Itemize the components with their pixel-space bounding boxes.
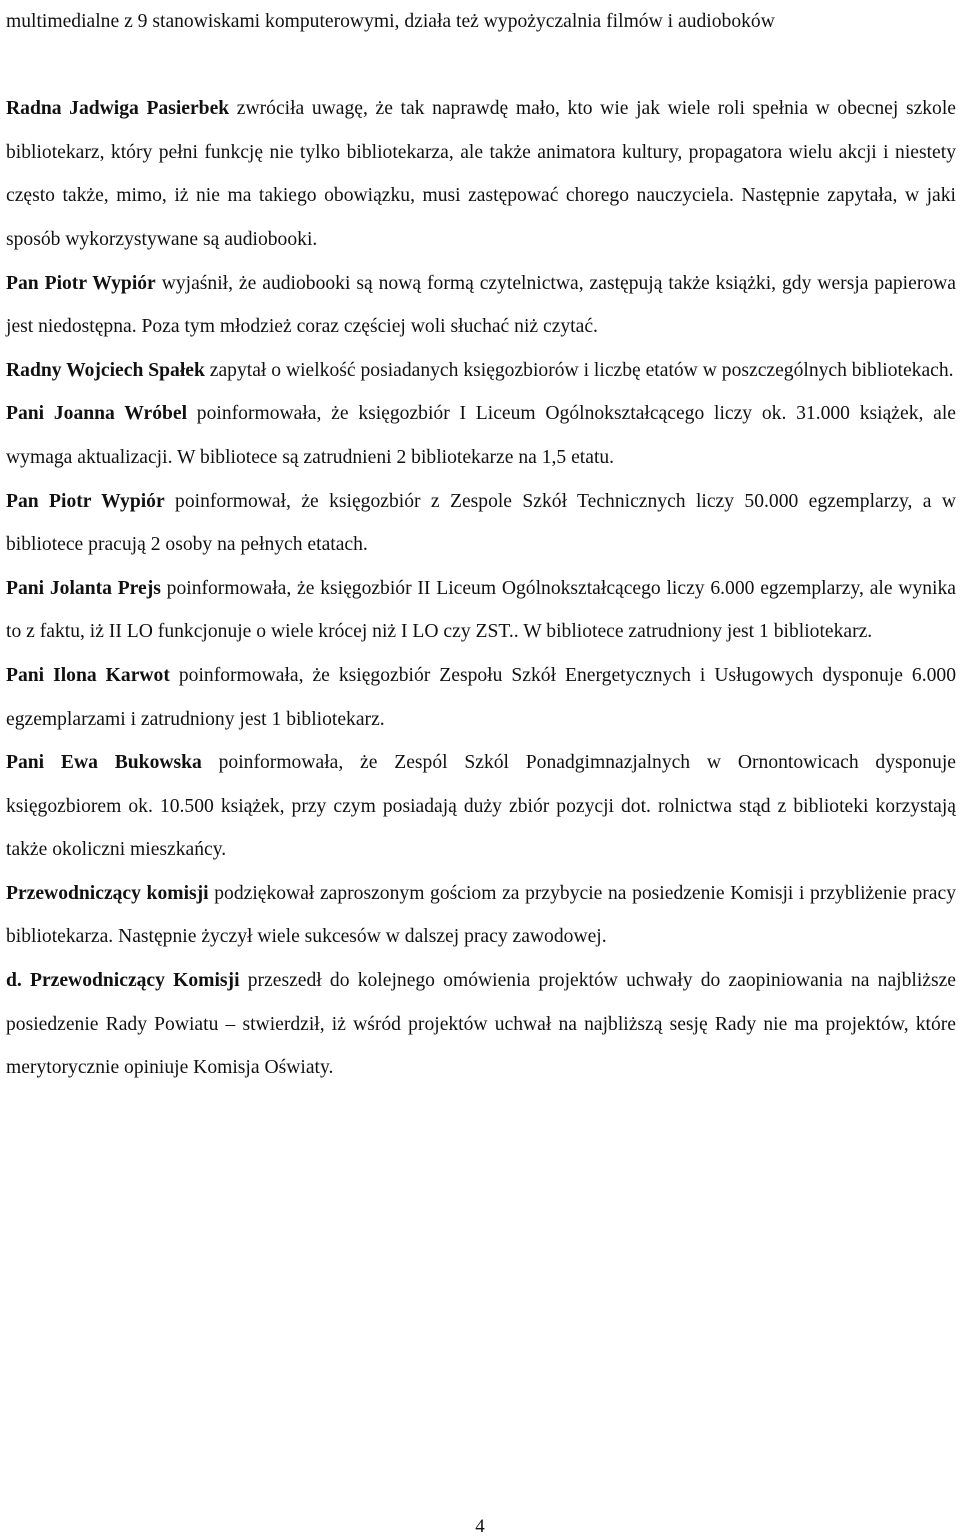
paragraph-bukowska — [6, 741, 956, 872]
paragraph-text: multimedialne z 9 stanowiskami komputerowymi, działa też wypożyczalnia filmów i audioboków — [6, 11, 775, 32]
paragraph-spalek — [6, 349, 956, 393]
speaker-name: Pani Jolanta Prejs — [6, 577, 161, 599]
paragraph-text: poinformowała, że księgozbiór I Liceum Ogólnokształcącego liczy ok. 31.000 książek, ale wymaga aktualizacji. W bibliotece są zatrudnieni 2 bibliotekarze na 1,5 etatu. — [6, 403, 956, 468]
paragraph-text: poinformowała, że Zespól Szkól Ponadgimnazjalnych w Ornontowicach dysponuje księgozbiorem ok. 10.500 książek, przy czym posiadają duży zbiór pozycji dot. rolnictwa stąd z biblioteki korzystają także okoliczni mieszkańcy. — [6, 752, 956, 861]
paragraph-text: zapytał o wielkość posiadanych księgozbiorów i liczbę etatów w poszczególnych bibliotekach. — [204, 359, 954, 381]
paragraph-text: poinformowała, że księgozbiór II Liceum Ogólnokształcącego liczy 6.000 egzemplarzy, ale wynika to z faktu, iż II LO funkcjonuje o wiele krócej niż I LO czy ZST.. W bibliotece zatrudniony jest 1 bibliotekarz. — [6, 577, 956, 643]
paragraph-wrobel — [6, 392, 956, 479]
speaker-name: Pani Joanna Wróbel — [6, 403, 188, 425]
paragraph-gap — [6, 44, 956, 88]
paragraph-chairman-thanks — [6, 872, 956, 959]
page-number: 4 — [475, 1516, 485, 1537]
document-page — [6, 0, 956, 1090]
paragraph-text: poinformowała, że księgozbiór Zespołu Szkół Energetycznych i Usługowych dysponuje 6.000 egzemplarzami i zatrudniony jest 1 bibliotekarz. — [6, 664, 956, 730]
paragraph-text: poinformował, że księgozbiór z Zespole Szkół Technicznych liczy 50.000 egzemplarzy, a w bibliotece pracują 2 osoby na pełnych etatach. — [6, 490, 956, 556]
paragraph-karwot — [6, 654, 956, 741]
paragraph-intro — [6, 0, 956, 44]
paragraph-text: przeszedł do kolejnego omówienia projektów uchwały do zaopiniowania na najbliższe posiedzenie Rady Powiatu – stwierdził, iż wśród projektów uchwał na najbliższą sesję Rady nie ma projektów, które merytorycznie opiniuje Komisja Oświaty. — [6, 970, 956, 1079]
speaker-name: Pan Piotr Wypiór — [6, 272, 156, 294]
paragraph-pasierbek — [6, 87, 956, 261]
paragraph-wypior-2 — [6, 480, 956, 567]
paragraph-text: podziękował zaproszonym gościom za przybycie na posiedzenie Komisji i przybliżenie pracy bibliotekarza. Następnie życzył wiele sukcesów w dalszej pracy zawodowej. — [6, 882, 956, 948]
speaker-name: Pani Ilona Karwot — [6, 664, 170, 686]
speaker-name: Pan Piotr Wypiór — [6, 490, 165, 512]
paragraph-chairman-projects — [6, 959, 956, 1090]
speaker-name: Radny Wojciech Spałek — [6, 359, 205, 381]
paragraph-prejs — [6, 567, 956, 654]
speaker-name: Pani Ewa Bukowska — [6, 752, 202, 774]
paragraph-text: zwróciła uwagę, że tak naprawdę mało, kto wie jak wiele roli spełnia w obecnej szkole bibliotekarz, który pełni funkcję nie tylko bibliotekarza, ale także animatora kultury, propagatora wielu akcji i niestety często także, mimo, iż nie ma takiego obowiązku, musi zastępować chorego nauczyciela. Następnie zapytała, w jaki sposób wykorzystywane są audiobooki. — [6, 98, 956, 250]
paragraph-wypior-1 — [6, 262, 956, 349]
speaker-name: Przewodniczący komisji — [6, 882, 209, 904]
speaker-name: d. Przewodniczący Komisji — [6, 970, 240, 992]
speaker-name: Radna Jadwiga Pasierbek — [6, 98, 230, 120]
paragraph-text: wyjaśnił, że audiobooki są nową formą czytelnictwa, zastępują także książki, gdy wersja papierowa jest niedostępna. Poza tym młodzież coraz częściej woli słuchać niż czytać. — [6, 272, 956, 338]
